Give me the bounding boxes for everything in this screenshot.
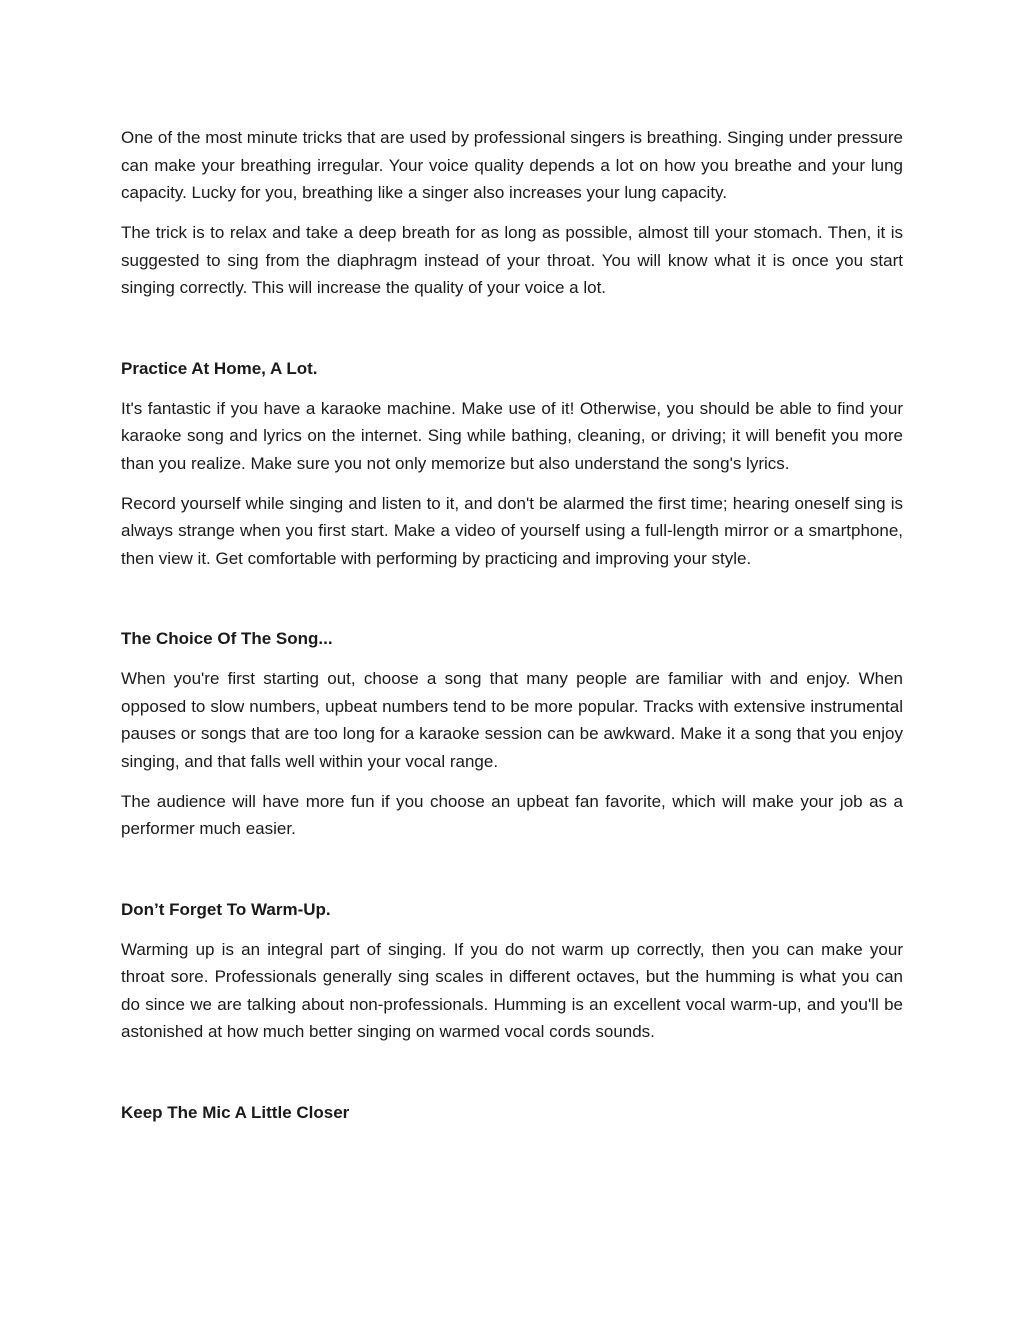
section-heading: Don’t Forget To Warm-Up. xyxy=(121,899,331,919)
section-paragraph: Record yourself while singing and listen to it, and don't be alarmed the first time; hearing oneself sing is always strange when you first start. Make a video of yourself using a full-length mirror or a smartphone, then view it. Get comfortable with performing by practicing and improving your style. xyxy=(121,493,903,568)
section-heading: Practice At Home, A Lot. xyxy=(121,358,318,378)
section-warm-up xyxy=(121,896,903,1046)
section-choice-of-song xyxy=(121,625,903,843)
section-practice-at-home xyxy=(121,355,903,573)
intro-paragraph: The trick is to relax and take a deep breath for as long as possible, almost till your stomach. Then, it is suggested to sing from the diaphragm instead of your throat. You will know what it is once you start singing correctly. This will increase the quality of your voice a lot. xyxy=(121,223,903,297)
intro-section xyxy=(121,124,903,302)
intro-paragraph: One of the most minute tricks that are used by professional singers is breathing. Singing under pressure can make your breathing irregular. Your voice quality depends a lot on how you breathe and your lung capacity. Lucky for you, breathing like a singer also increases your lung capacity. xyxy=(121,128,903,202)
section-heading: The Choice Of The Song... xyxy=(121,629,333,648)
section-paragraph: Warming up is an integral part of singing. If you do not warm up correctly, then you can make your throat sore. Professionals generally sing scales in different octaves, but the humming is what you can do since we are talking about non-professionals. Humming is an excellent vocal warm-up, and you'll be astonished at how much better singing on warmed vocal cords sounds. xyxy=(121,939,903,1041)
section-paragraph: When you're first starting out, choose a song that many people are familiar with and enjoy. When opposed to slow numbers, upbeat numbers tend to be more popular. Tracks with extensive instrumental pauses or songs that are too long for a karaoke session can be awkward. Make it a song that you enjoy singing, and that falls well within your vocal range. xyxy=(121,669,903,771)
section-paragraph: It's fantastic if you have a karaoke machine. Make use of it! Otherwise, you should be able to find your karaoke song and lyrics on the internet. Sing while bathing, cleaning, or driving; it will benefit you more than you realize. Make sure you not only memorize but also understand the song's lyrics. xyxy=(121,398,903,473)
section-mic-closer xyxy=(121,1099,903,1127)
section-paragraph: The audience will have more fun if you choose an upbeat fan favorite, which will make your job as a performer much easier. xyxy=(121,791,903,838)
document-page xyxy=(121,124,903,1179)
section-heading: Keep The Mic A Little Closer xyxy=(121,1102,350,1122)
